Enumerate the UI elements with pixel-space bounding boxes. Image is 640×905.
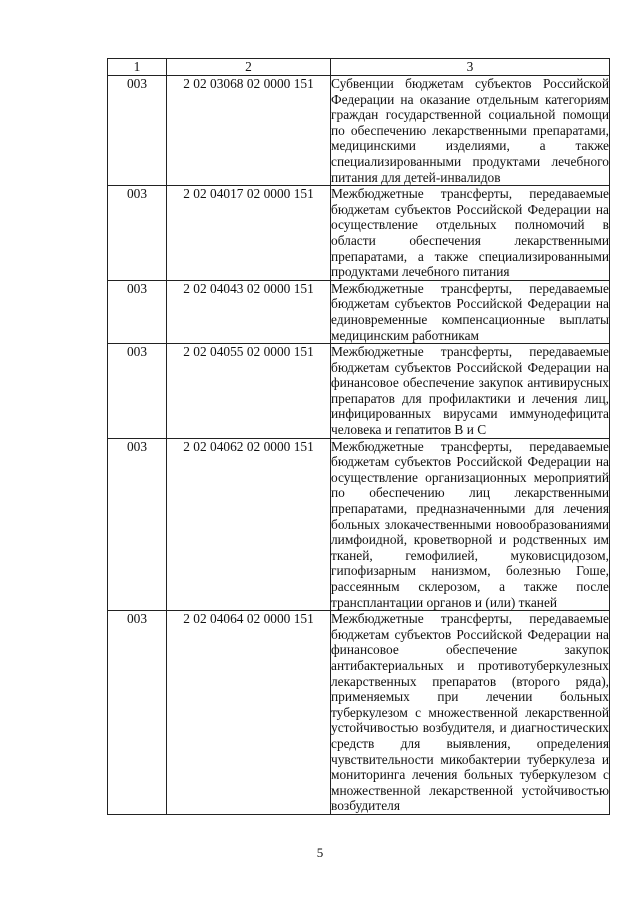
revenue-name-cell: Межбюджетные трансферты, передаваемые бюджетам субъектов Российской Федерации на финансовое обеспечение закупок антивирусных препаратов для профилактики и лечения лиц, инфицированных вирусами иммунодефицита человека и гепатитов В и С bbox=[331, 344, 609, 438]
column-header-3: 3 bbox=[331, 59, 610, 76]
revenue-code-cell: 2 02 04062 02 0000 151 bbox=[167, 438, 331, 611]
table-row bbox=[108, 611, 610, 815]
revenue-name-cell: Субвенции бюджетам субъектов Российской Федерации на оказание отдельным категориям граждан государственной социальной помощи по обеспечению лекарственными препаратами, медицинскими изделиями, а также специализированными продуктами лечебного питания для детей-инвалидов bbox=[331, 76, 609, 185]
revenue-code-cell: 2 02 04043 02 0000 151 bbox=[167, 280, 331, 343]
administrator-code-cell: 003 bbox=[108, 611, 167, 815]
header-row bbox=[108, 59, 610, 76]
revenue-name-cell: Межбюджетные трансферты, передаваемые бюджетам субъектов Российской Федерации на осуществление организационных мероприятий по обеспечению лиц лекарственными препаратами, предназначенными для лечения больных злокачественными новообразованиями лимфоидной, кроветворной и родственных им тканей, гемофилией, муковисцидозом, гипофизарным нанизмом, болезнью Гоше, рассеянным склерозом, а также после трансплантации органов и (или) тканей bbox=[331, 438, 609, 610]
revenue-name-cell: Межбюджетные трансферты, передаваемые бюджетам субъектов Российской Федерации на осуществление отдельных полномочий в области обеспечения лекарственными препаратами, а также специализированными продуктами лечебного питания bbox=[331, 186, 609, 280]
administrator-code-cell: 003 bbox=[108, 344, 167, 439]
administrator-code-cell: 003 bbox=[108, 186, 167, 281]
revenue-code-cell: 2 02 04017 02 0000 151 bbox=[167, 186, 331, 281]
revenue-name-cell: Межбюджетные трансферты, передаваемые бюджетам субъектов Российской Федерации на единовременные компенсационные выплаты медицинским работникам bbox=[331, 280, 609, 343]
administrator-code-cell: 003 bbox=[108, 280, 167, 343]
administrator-code-cell: 003 bbox=[108, 76, 167, 186]
table-row bbox=[108, 280, 610, 343]
column-header-1: 1 bbox=[108, 59, 167, 76]
table-row bbox=[108, 344, 610, 439]
table-row bbox=[108, 76, 610, 186]
column-header-2: 2 bbox=[167, 59, 331, 76]
table-row bbox=[108, 438, 610, 611]
revenue-code-cell: 2 02 04055 02 0000 151 bbox=[167, 344, 331, 439]
revenue-code-cell: 2 02 04064 02 0000 151 bbox=[167, 611, 331, 815]
page-number: 5 bbox=[316, 845, 324, 860]
revenue-name-cell: Межбюджетные трансферты, передаваемые бюджетам субъектов Российской Федерации на финансовое обеспечение закупок антибактериальных и противотуберкулезных лекарственных препаратов (второго ряда), применяемых при лечении больных туберкулезом с множественной лекарственной устойчивостью возбудителя, и диагностических средств для выявления, определения чувствительности микобактерии туберкулеза и мониторинга лечения больных туберкулезом с множественной лекарственной устойчивостью возбудителя bbox=[331, 611, 609, 814]
table-row bbox=[108, 186, 610, 281]
revenue-code-cell: 2 02 03068 02 0000 151 bbox=[167, 76, 331, 186]
budget-codes-table bbox=[107, 58, 610, 815]
administrator-code-cell: 003 bbox=[108, 438, 167, 611]
